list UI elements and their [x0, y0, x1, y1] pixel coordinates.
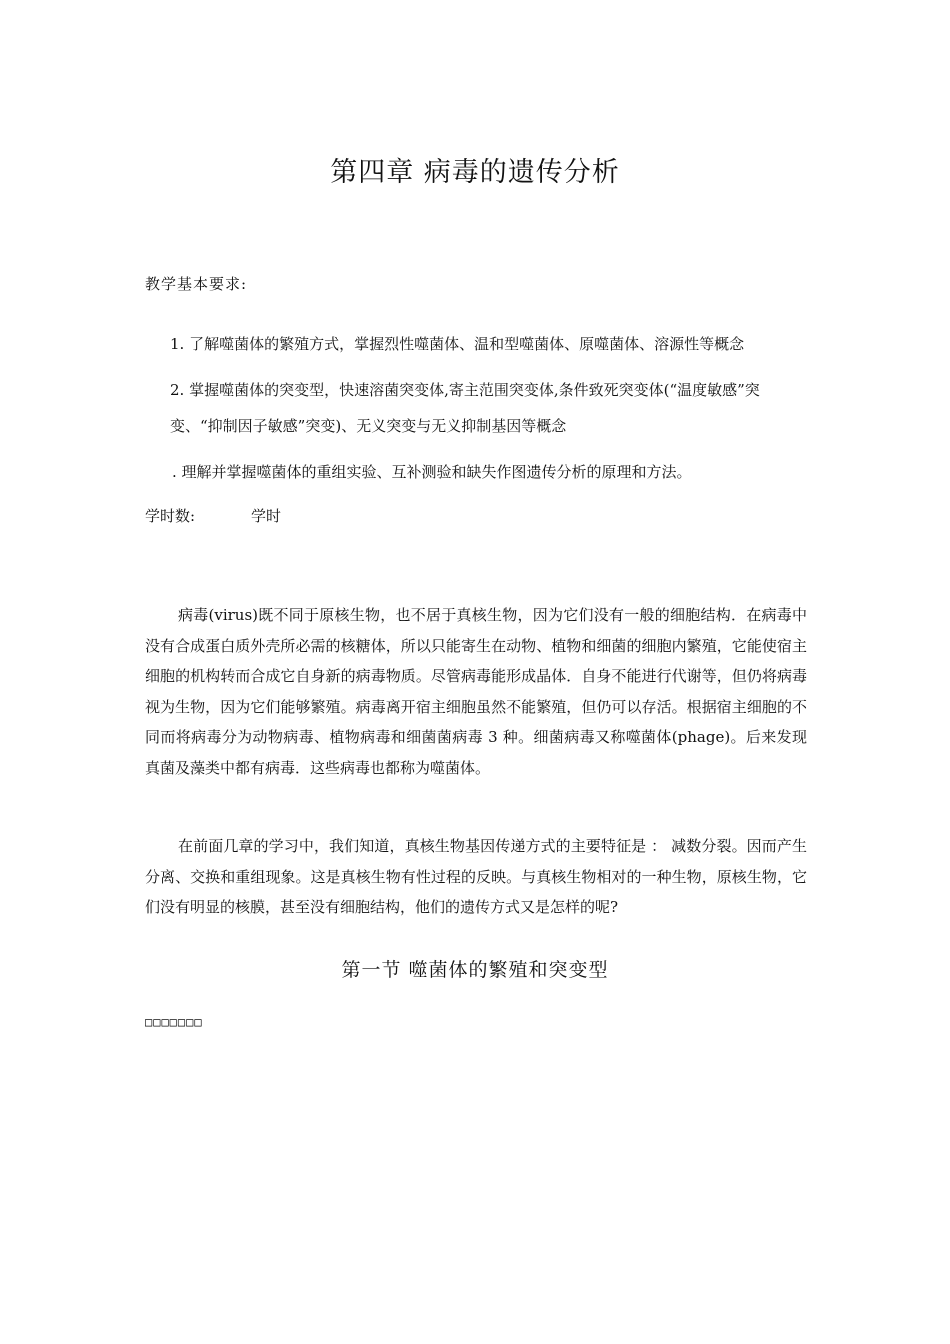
teaching-hours [145, 505, 281, 526]
teaching-hours-label: 学时数: [145, 507, 196, 525]
intro-paragraph-prokaryote: 在前面几章的学习中，我们知道，真核生物基因传递方式的主要特征是 ： 减数分裂。因而产生分离、交换和重组现象。这是真核生物有性过程的反映。与真核生物相对的一种生物，原核生物，它们没有明显的核膜，甚至没有细胞结构，他们的遗传方式又是怎样的呢? [145, 837, 807, 916]
section-title: 第一节 噬菌体的繁殖和突变型 [341, 959, 609, 981]
requirement-item-1: 1. 了解噬菌体的繁殖方式，掌握烈性噬菌体、温和型噬菌体、原噬菌体、溶源性等概念 [170, 335, 745, 353]
requirement-item-2-line-2: 变、“抑制因子敏感”突变)、无义突变与无义抑制基因等概念 [170, 417, 567, 435]
requirement-item-3: . 理解并掌握噬菌体的重组实验、互补测验和缺失作图遗传分析的原理和方法。 [172, 463, 692, 481]
chapter-title: 第四章 病毒的遗传分析 [330, 157, 620, 188]
intro-paragraph-virus: 病毒(virus)既不同于原核生物，也不居于真核生物，因为它们没有一般的细胞结构．在病毒中没有合成蛋白质外壳所必需的核糖体，所以只能寄生在动物、植物和细菌的细胞内繁殖，它能使宿主细胞的机构转而合成它自身新的病毒物质。尽管病毒能形成晶体．自身不能进行代谢等，但仍将病毒视为生物，因为它们能够繁殖。病毒离开宿主细胞虽然不能繁殖，但仍可以存活。根据宿主细胞的不同而将病毒分为动物病毒、植物病毒和细菌菌病毒 3 种。细菌病毒又称噬菌体(phage)。后来发现真菌及藻类中都有病毒．这些病毒也都称为噬菌体。 [145, 606, 807, 777]
garbled-text: □□□□□□□ [145, 1015, 203, 1029]
requirement-item-2-line-1: 2. 掌握噬菌体的突变型，快速溶菌突变体,寄主范围突变体,条件致死突变体(“温度敏感”突 [170, 381, 760, 399]
requirements-heading: 教学基本要求: [145, 275, 248, 293]
teaching-hours-value: 学时 [251, 507, 282, 525]
